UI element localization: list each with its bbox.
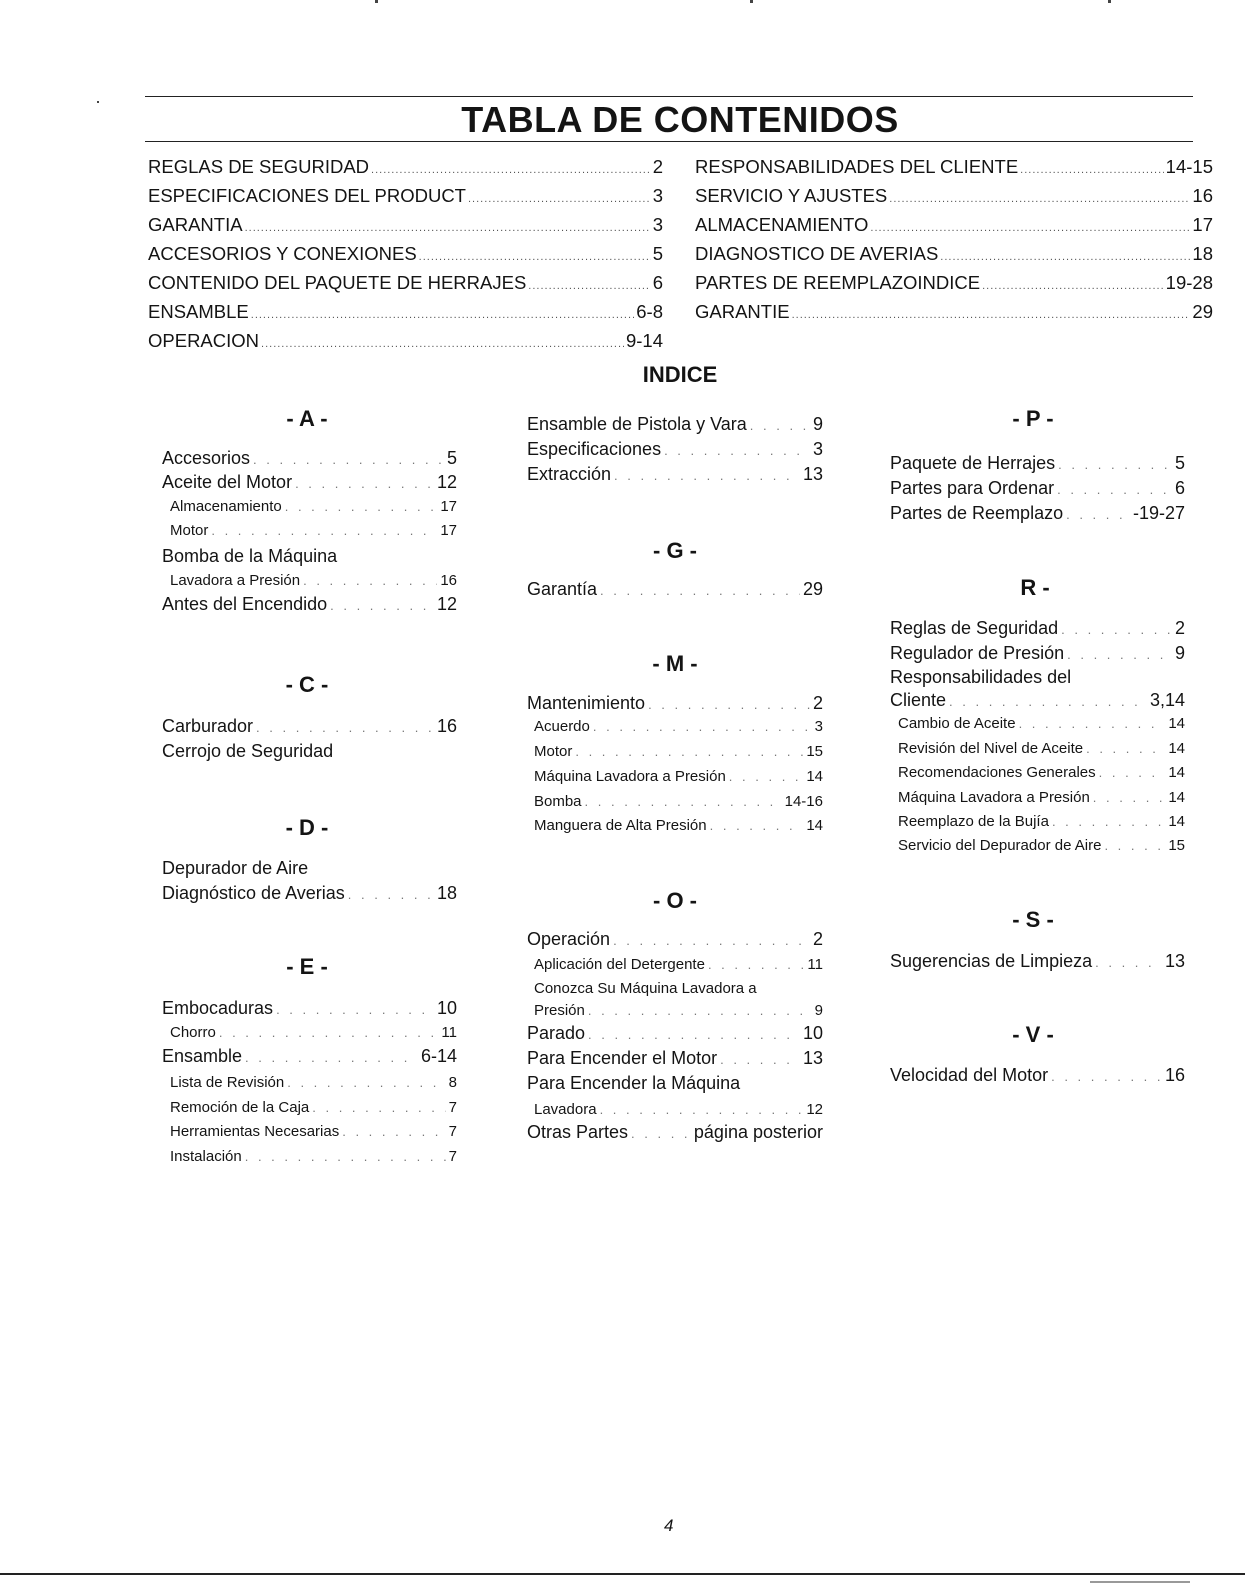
toc-row[interactable] (148, 214, 663, 243)
index-entry[interactable]: Para Encender la Máquina (527, 1073, 741, 1093)
index-entry-label: Otras Partes (527, 1122, 629, 1142)
index-entry[interactable] (890, 689, 1185, 713)
index-entry-page: 13 (802, 1048, 823, 1068)
index-entry-label: Cliente (890, 690, 947, 710)
toc-page: 2 (652, 156, 663, 177)
index-entry-label: Partes de Reemplazo (890, 503, 1064, 523)
index-entry[interactable]: Responsabilidades del (890, 667, 1072, 687)
toc-page: 29 (1192, 301, 1213, 322)
index-entry[interactable] (162, 715, 457, 739)
index-subentry[interactable] (170, 520, 457, 542)
index-entry-label: Lavadora (534, 1101, 597, 1118)
leader-dots (575, 741, 803, 763)
index-entry[interactable] (527, 463, 823, 487)
leader-dots (211, 520, 437, 542)
index-entry-page: 14-16 (784, 793, 823, 810)
index-letter-r: R - (1020, 575, 1050, 600)
scan-mark (1108, 0, 1111, 3)
index-entry-page: 10 (802, 1023, 823, 1043)
index-entry-page: 6-14 (420, 1046, 457, 1066)
index-entry-label: Accesorios (162, 448, 251, 468)
scan-mark (375, 0, 378, 3)
index-entry-label: Aceite del Motor (162, 472, 293, 492)
index-subentry[interactable] (898, 713, 1185, 735)
index-entry-page: 15 (1168, 837, 1185, 854)
index-subentry[interactable] (170, 1121, 457, 1143)
leader-dots (1020, 164, 1164, 176)
index-entry-page: 3 (812, 439, 823, 459)
toc-row[interactable] (148, 330, 663, 359)
index-entry[interactable]: Cerrojo de Seguridad (162, 741, 334, 761)
index-entry-page: 14 (1168, 740, 1185, 757)
index-letter-e: - E - (286, 954, 328, 979)
index-entry-page: 9 (1174, 643, 1185, 663)
index-entry-page: 14 (1168, 715, 1185, 732)
toc-right-column (695, 156, 1213, 330)
index-entry-label: Servicio del Depurador de Aire (898, 837, 1102, 854)
index-entry-page: 9 (814, 1002, 823, 1019)
leader-dots (219, 1022, 439, 1044)
index-entry-page: 18 (436, 883, 457, 903)
index-entry[interactable] (162, 1045, 457, 1069)
index-entry-label: Lista de Revisión (170, 1074, 285, 1091)
index-entry-label: Aplicación del Detergente (534, 956, 705, 973)
leader-dots (600, 1099, 804, 1121)
index-entry-label: Recomendaciones Generales (898, 764, 1096, 781)
toc-label: REGLAS DE SEGURIDAD (148, 156, 370, 177)
leader-dots (295, 473, 434, 495)
index-entry[interactable]: Depurador de Aire (162, 858, 309, 878)
leader-dots (303, 570, 437, 592)
top-rule (145, 96, 1193, 97)
leader-dots (750, 415, 810, 437)
leader-dots (940, 251, 1190, 263)
index-subentry[interactable] (898, 835, 1185, 857)
index-entry[interactable] (527, 438, 823, 462)
index-entry[interactable] (890, 950, 1185, 974)
leader-dots (1058, 454, 1172, 476)
index-entry-page: 16 (1164, 1065, 1185, 1085)
index-entry-label: Parado (527, 1023, 586, 1043)
index-entry-label: Reglas de Seguridad (890, 618, 1059, 638)
index-entry-label: Motor (170, 522, 209, 539)
index-entry-label: Ensamble (162, 1046, 243, 1066)
toc-row[interactable] (695, 185, 1213, 214)
index-entry-label: Cambio de Aceite (898, 715, 1016, 732)
index-entry-label: Operación (527, 929, 611, 949)
toc-label: DIAGNOSTICO DE AVERIAS (695, 243, 939, 264)
index-subentry[interactable] (534, 1000, 823, 1022)
leader-dots (1093, 787, 1166, 809)
toc-label: OPERACION (148, 330, 260, 351)
leader-dots (792, 309, 1191, 321)
index-entry-label: Regulador de Presión (890, 643, 1065, 663)
leader-dots (528, 280, 650, 292)
index-entry-label: Garantía (527, 579, 598, 599)
toc-label: ESPECIFICACIONES DEL PRODUCT (148, 185, 466, 206)
leader-dots (631, 1123, 691, 1145)
index-entry[interactable] (890, 1064, 1185, 1088)
leader-dots (720, 1049, 800, 1071)
index-entry-label: Antes del Encendido (162, 594, 328, 614)
index-entry-page: 17 (440, 522, 457, 539)
leader-dots (285, 496, 438, 518)
index-letter-o: - O - (653, 888, 697, 913)
index-entry[interactable] (527, 578, 823, 602)
index-entry-label: Sugerencias de Limpieza (890, 951, 1093, 971)
leader-dots (729, 766, 804, 788)
index-entry-label: Velocidad del Motor (890, 1065, 1049, 1085)
toc-page: 18 (1192, 243, 1213, 264)
leader-dots (1067, 644, 1172, 666)
toc-page: 6 (652, 272, 663, 293)
toc-row[interactable] (148, 243, 663, 272)
leader-dots (593, 716, 812, 738)
index-entry-page: 6 (1174, 478, 1185, 498)
leader-dots (1052, 811, 1165, 833)
leader-dots (245, 1047, 418, 1069)
leader-dots (588, 1000, 812, 1022)
index-entry-label: Acuerdo (534, 718, 590, 735)
index-letter-g: - G - (653, 538, 697, 563)
leader-dots (870, 222, 1190, 234)
page-number: 4 (664, 1516, 674, 1535)
leader-dots (889, 193, 1190, 205)
index-entry[interactable] (162, 593, 457, 617)
index-entry-page: -19-27 (1132, 503, 1185, 523)
index-entry-page: 12 (806, 1101, 823, 1118)
leader-dots (600, 580, 800, 602)
index-entry-label: Mantenimiento (527, 693, 646, 713)
leader-dots (256, 717, 434, 739)
index-subentry[interactable] (898, 811, 1185, 833)
leader-dots (261, 338, 624, 350)
index-entry-label: Herramientas Necesarias (170, 1123, 340, 1140)
index-subentry[interactable] (534, 815, 823, 837)
index-entry-page: 7 (448, 1148, 457, 1165)
index-entry[interactable] (527, 413, 823, 437)
scan-mark (1090, 1581, 1190, 1583)
index-entry[interactable] (890, 502, 1185, 526)
index-entry-label: Motor (534, 743, 573, 760)
toc-page: 3 (652, 214, 663, 235)
leader-dots (614, 465, 800, 487)
index-entry[interactable] (162, 471, 457, 495)
index-entry-page: 7 (448, 1099, 457, 1116)
toc-page: 3 (652, 185, 663, 206)
page-title: TABLA DE CONTENIDOS (461, 99, 899, 140)
leader-dots (1086, 738, 1165, 760)
index-entry-page: 16 (436, 716, 457, 736)
toc-label: GARANTIE (695, 301, 790, 322)
leader-dots (287, 1072, 445, 1094)
index-entry-page: 14 (806, 768, 823, 785)
toc-row[interactable] (148, 185, 663, 214)
index-subentry[interactable] (534, 716, 823, 738)
toc-label: ACCESORIOS Y CONEXIONES (148, 243, 417, 264)
index-entry-label: Máquina Lavadora a Presión (898, 789, 1090, 806)
index-subentry[interactable] (534, 741, 823, 763)
toc-label: ENSAMBLE (148, 301, 249, 322)
leader-dots (982, 280, 1164, 292)
toc-row[interactable] (148, 301, 663, 330)
index-entry-page: 11 (441, 1024, 457, 1041)
leader-dots (312, 1097, 445, 1119)
leader-dots (245, 222, 651, 234)
leader-dots (245, 1146, 446, 1168)
index-subentry[interactable] (170, 496, 457, 518)
index-entry-page: 10 (436, 998, 457, 1018)
index-letter-s: - S - (1012, 907, 1054, 932)
index-entry-label: Manguera de Alta Presión (534, 817, 707, 834)
index-subentry[interactable] (170, 1022, 457, 1044)
leader-dots (419, 251, 651, 263)
index-entry-label: Partes para Ordenar (890, 478, 1055, 498)
index-entry-page: 11 (807, 956, 823, 973)
leader-dots (708, 954, 804, 976)
index-entry-page: 13 (802, 464, 823, 484)
toc-row[interactable] (148, 272, 663, 301)
index-entry-label: Diagnóstico de Averias (162, 883, 345, 903)
index-letter-d: - D - (285, 815, 329, 840)
leader-dots (1057, 479, 1172, 501)
leader-dots (1061, 619, 1172, 641)
index-entry[interactable] (527, 692, 823, 716)
toc-label: RESPONSABILIDADES DEL CLIENTE (695, 156, 1019, 177)
index-entry-label: Extracción (527, 464, 612, 484)
index-entry[interactable] (162, 882, 457, 906)
toc-label: CONTENIDO DEL PAQUETE DE HERRAJES (148, 272, 527, 293)
leader-dots (1095, 952, 1162, 974)
index-subentry[interactable] (170, 1146, 457, 1168)
leader-dots (648, 694, 810, 716)
index-entry-label: Máquina Lavadora a Presión (534, 768, 726, 785)
toc-row[interactable] (695, 243, 1213, 272)
index-entry-page: 16 (440, 572, 457, 589)
toc-label: SERVICIO Y AJUSTES (695, 185, 888, 206)
index-entry[interactable] (527, 1047, 823, 1071)
index-entry[interactable] (890, 642, 1185, 666)
index-subentry[interactable] (534, 954, 823, 976)
index-entry-page: 9 (812, 414, 823, 434)
leader-dots (585, 791, 782, 813)
toc-row[interactable] (148, 156, 663, 185)
leader-dots (348, 884, 434, 906)
index-entry-page: 29 (802, 579, 823, 599)
index-entry-page: 17 (440, 498, 457, 515)
index-entry-page: 2 (1174, 618, 1185, 638)
index-entry[interactable] (527, 1022, 823, 1046)
index-entry-label: Carburador (162, 716, 254, 736)
index-subentry[interactable] (534, 791, 823, 813)
index-entry-label: Lavadora a Presión (170, 572, 301, 589)
leader-dots (588, 1024, 800, 1046)
index-entry-label: Embocaduras (162, 998, 274, 1018)
index-entry-label: Paquete de Herrajes (890, 453, 1056, 473)
index-entry-label: Reemplazo de la Bujía (898, 813, 1049, 830)
index-entry-page: 2 (812, 929, 823, 949)
leader-dots (1066, 504, 1130, 526)
index-letter-m: - M - (652, 651, 698, 676)
index-entry-page: 2 (812, 693, 823, 713)
index-entry-page: 12 (436, 594, 457, 614)
index-entry-page: 3 (814, 718, 823, 735)
index-letter-p: - P - (1012, 406, 1054, 431)
toc-page: 16 (1192, 185, 1213, 206)
index-entry-page: página posterior (693, 1122, 823, 1142)
index-subentry[interactable] (170, 1072, 457, 1094)
toc-page: 17 (1192, 214, 1213, 235)
leader-dots (613, 930, 810, 952)
index-entry[interactable] (162, 447, 457, 471)
toc-label: PARTES DE REEMPLAZOINDICE (695, 272, 981, 293)
index-entry-label: Especificaciones (527, 439, 662, 459)
leader-dots (276, 999, 434, 1021)
index-entry-page: 15 (806, 743, 823, 760)
leader-dots (1051, 1066, 1162, 1088)
index-entry-page: 14 (1168, 789, 1185, 806)
toc-page: 19-28 (1165, 272, 1213, 293)
toc-label: ALMACENAMIENTO (695, 214, 869, 235)
index-subentry[interactable] (898, 787, 1185, 809)
toc-page: 6-8 (636, 301, 663, 322)
leader-dots (253, 449, 444, 471)
index-entry[interactable] (890, 452, 1185, 476)
toc-row[interactable] (695, 272, 1213, 301)
index-subentry[interactable] (534, 766, 823, 788)
toc-page: 14-15 (1165, 156, 1213, 177)
index-entry-page: 3,14 (1149, 690, 1185, 710)
title-rule (145, 141, 1193, 142)
leader-dots (710, 815, 804, 837)
leader-dots (371, 164, 651, 176)
leader-dots (251, 309, 634, 321)
toc-page: 9-14 (625, 330, 663, 351)
index-entry[interactable] (162, 997, 457, 1021)
index-entry-label: Presión (534, 1002, 585, 1019)
index-letter-a: - A - (286, 406, 328, 431)
index-entry-label: Revisión del Nivel de Aceite (898, 740, 1084, 757)
index-entry[interactable] (890, 477, 1185, 501)
index-entry-page: 13 (1164, 951, 1185, 971)
index-subentry[interactable] (170, 1097, 457, 1119)
index-entry-page: 5 (446, 448, 457, 468)
index-subentry[interactable] (170, 570, 457, 592)
leader-dots (330, 595, 434, 617)
toc-label: GARANTIA (148, 214, 243, 235)
index-entry-page: 14 (1168, 813, 1185, 830)
scan-mark (750, 0, 753, 3)
index-entry[interactable] (890, 617, 1185, 641)
index-entry-label: Almacenamiento (170, 498, 282, 515)
index-entry-page: 5 (1174, 453, 1185, 473)
toc-page: 5 (652, 243, 663, 264)
index-entry-label: Chorro (170, 1024, 216, 1041)
index-entry-page: 14 (806, 817, 823, 834)
index-entry-page: 12 (436, 472, 457, 492)
index-entry-label: Instalación (170, 1148, 242, 1165)
bottom-rule (0, 1573, 1245, 1575)
leader-dots (664, 440, 810, 462)
index-entry-label: Remoción de la Caja (170, 1099, 310, 1116)
leader-dots (949, 691, 1147, 713)
leader-dots (1104, 835, 1165, 857)
index-entry[interactable] (527, 1121, 823, 1145)
toc-row[interactable] (695, 156, 1213, 185)
index-subentry[interactable] (534, 1099, 823, 1121)
toc-row[interactable] (695, 301, 1213, 330)
index-entry-page: 8 (448, 1074, 457, 1091)
index-subentry[interactable]: Conozca Su Máquina Lavadora a (534, 980, 757, 997)
index-entry-page: 14 (1168, 764, 1185, 781)
index-entry-label: Ensamble de Pistola y Vara (527, 414, 747, 434)
index-entry-page: 7 (448, 1123, 457, 1140)
index-subentry[interactable] (898, 762, 1185, 784)
toc-left-column (148, 156, 663, 359)
index-entry-label: Para Encender el Motor (527, 1048, 718, 1068)
index-entry[interactable]: Bomba de la Máquina (162, 546, 338, 566)
index-title: INDICE (642, 362, 718, 387)
toc-row[interactable] (695, 214, 1213, 243)
leader-dots (342, 1121, 445, 1143)
leader-dots (468, 193, 651, 205)
leader-dots (1019, 713, 1166, 735)
index-subentry[interactable] (898, 738, 1185, 760)
index-letter-c: - C - (285, 672, 329, 697)
index-letter-v: - V - (1012, 1022, 1054, 1047)
index-entry[interactable] (527, 928, 823, 952)
leader-dots (1099, 762, 1166, 784)
index-entry-label: Bomba (534, 793, 582, 810)
